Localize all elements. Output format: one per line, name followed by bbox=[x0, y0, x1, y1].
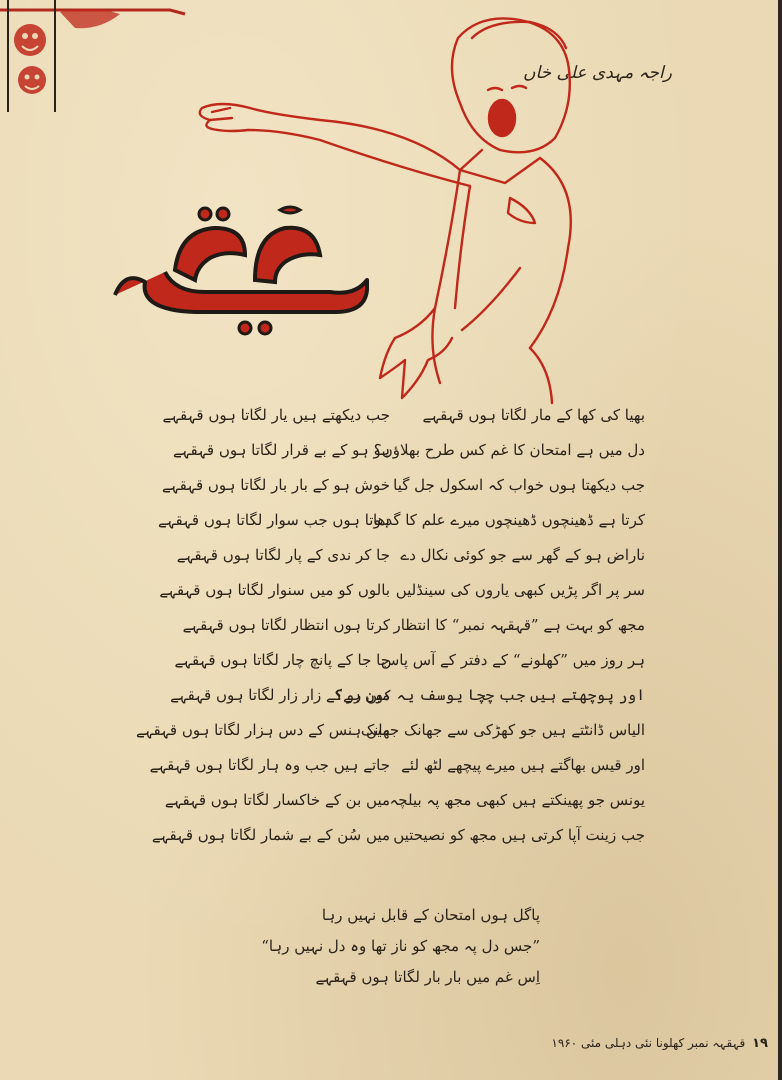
poem-line: ہو ہو کے بے قرار لگاتا ہوں قہقہے bbox=[172, 441, 390, 459]
poem-line: میں ہنس کے دس ہزار لگاتا ہوں قہقہے bbox=[135, 721, 390, 739]
closing-line: ”جس دل پہ مجھ کو ناز تھا وہ دل نہیں رہا“ bbox=[261, 937, 540, 955]
poem-line: جب زینت آپا کرتی ہیں مجھ کو نصیحتیں bbox=[393, 826, 645, 844]
poem-line: جب دیکھتا ہوں خواب کہ اسکول جل گیا bbox=[393, 476, 645, 494]
poem-row bbox=[149, 748, 645, 783]
poem-row bbox=[162, 398, 645, 433]
poem-row bbox=[159, 573, 645, 608]
closing-line: پاگل ہوں امتحان کے قابل نہیں رہا bbox=[321, 906, 540, 924]
poem-row bbox=[170, 433, 645, 468]
poem-row bbox=[170, 643, 645, 678]
poem-row bbox=[170, 678, 645, 713]
poem bbox=[135, 398, 645, 898]
closing-stanza bbox=[261, 900, 540, 993]
poem-line: جاتے ہیں جب وہ ہار لگاتا ہوں قہقہے bbox=[149, 756, 390, 774]
poem-line: یونس جو پھینکتے ہیں کبھی مجھ پہ بیلچہ bbox=[389, 791, 645, 809]
closing-line: اِس غم میں بار بار لگاتا ہوں قہقہے bbox=[315, 968, 540, 986]
poem-line: ناراض ہو کے گھر سے جو کوئی نکال دے bbox=[400, 546, 645, 564]
poem-row bbox=[157, 503, 645, 538]
poem-line: اور قیس بھاگتے ہیں میرے پیچھے لٹھ لئے bbox=[401, 756, 645, 774]
poem-line: میں بن کے خاکسار لگاتا ہوں قہقہے bbox=[164, 791, 390, 809]
poem-line: کرتا ہوں انتظار لگاتا ہوں قہقہے bbox=[182, 616, 390, 634]
poem-row bbox=[164, 783, 645, 818]
poem-line: جب دیکھتے ہیں یار لگاتا ہوں قہقہے bbox=[162, 406, 390, 424]
poem-line: کرتا ہے ڈھینچوں ڈھینچوں میرے علم کا گدھا bbox=[372, 511, 645, 529]
poem-row bbox=[135, 713, 645, 748]
poem-line: بالوں کو میں سنوار لگاتا ہوں قہقہے bbox=[159, 581, 390, 599]
poem-line: سر پر اگر پڑیں کبھی یاروں کی سینڈلیں bbox=[395, 581, 645, 599]
poem-row bbox=[161, 468, 645, 503]
poem-row bbox=[170, 608, 645, 643]
issue-info: قہقہہ نمبر کھلونا نئی دہلی مئی ۱۹۶۰ bbox=[551, 1036, 746, 1050]
poem-line: میں رو کے زار زار لگاتا ہوں قہقہے bbox=[170, 686, 390, 704]
poem-line: مجھ کو بہت ہے ”قہقہہ نمبر“ کا انتظار bbox=[393, 616, 645, 634]
poem-row bbox=[151, 818, 645, 853]
poem-line: خوش ہو کے بار بار لگاتا ہوں قہقہے bbox=[161, 476, 390, 494]
poem-line: جا جا کے پانچ چار لگاتا ہوں قہقہے bbox=[174, 651, 390, 669]
poem-line: ہوتا ہوں جب سوار لگاتا ہوں قہقہے bbox=[157, 511, 390, 529]
poem-line: دل میں ہے امتحان کا غم کس طرح بھلاؤں؟ bbox=[373, 441, 645, 459]
corner-ornament-icon bbox=[0, 0, 190, 115]
poem-line: جا کر ندی کے پار لگاتا ہوں قہقہے bbox=[176, 546, 390, 564]
title-logo bbox=[105, 200, 375, 340]
poem-line: بھیا کی کھا کے مار لگاتا ہوں قہقہے bbox=[422, 406, 645, 424]
poem-line: میں سُن کے بے شمار لگاتا ہوں قہقہے bbox=[151, 826, 390, 844]
poem-line: الیاس ڈانٹتے ہیں جو کھڑکی سے جھانک جھانک bbox=[360, 721, 645, 739]
poem-line: ہر روز میں ”کھلونے“ کے دفتر کے آس پاس bbox=[380, 651, 645, 669]
poem-row bbox=[170, 538, 645, 573]
page-footer bbox=[551, 1036, 768, 1051]
poem-line: اور پوچھتے ہیں جب چچا یوسف یہ کون ہے؟ bbox=[334, 686, 645, 704]
page-number: ۱۹ bbox=[752, 1036, 768, 1051]
author-name: راجہ مہدی علی خاں bbox=[522, 63, 672, 83]
